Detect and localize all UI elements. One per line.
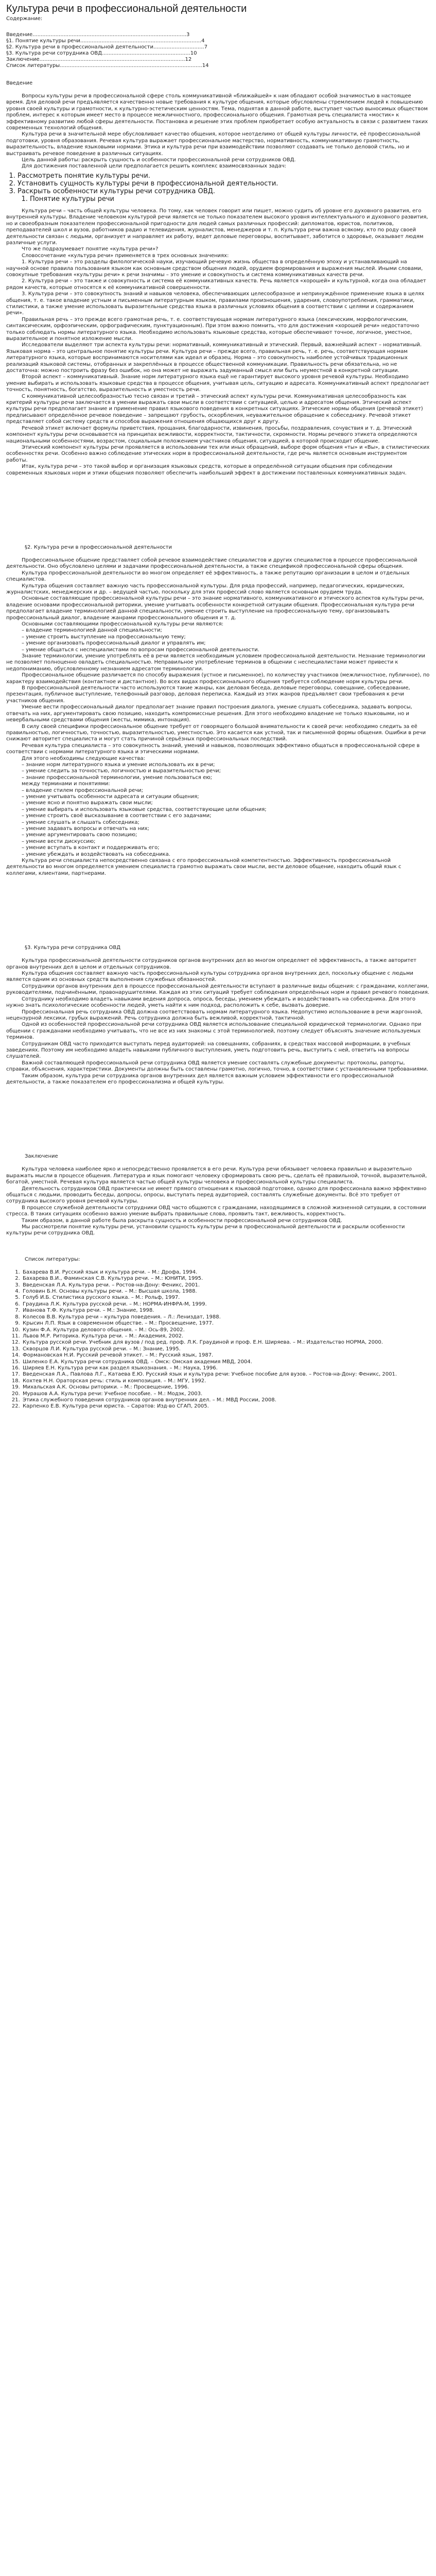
toc-item-page: 14 xyxy=(202,63,209,69)
paragraph: – умение организовать профессиональный диалог и управлять им; xyxy=(22,640,206,647)
toc-item-dots: ............................... xyxy=(153,44,204,50)
reference-item: 11. Львов М.Р. Риторика. Культура речи. – М.: Академия, 2002. xyxy=(22,1333,430,1340)
paragraph: – владение стилем профессиональной речи; xyxy=(22,787,143,793)
task-item: 3. Раскрыть особенности культуры речи сотрудника ОВД. xyxy=(18,188,430,195)
paragraph: Правильная речь – это прежде всего грамотная речь, т. е. соответствующая нормам литературного языка (лексическим, морфологическим, синтаксическим, орфоэпическим, орфографическим, пунктуационным). При этом важно помнить, что для достижения «хорошей речи» недостаточно только соблюдать нормы литературного языка. Необходимо использовать языковые средства, которые обеспечивают точное, логичное, уместное, выразительное и понятное изложение мысли. xyxy=(6,316,420,342)
paragraph: Знание терминологии, умение употреблять её в речи является необходимым условием профессиональной деятельности. Незнание терминологии не позволяет полноценно овладеть специальностью. Неправильное употребление терминов в общении с неспециалистами может привести к недопониманию, обусловленному незнанием адресатом терминологии. xyxy=(6,653,425,672)
paragraph: Культура профессиональной деятельности сотрудников органов внутренних дел во многом определяет её эффективность, а также авторитет органов внутренних дел в целом и отдельных сотрудников. xyxy=(6,958,416,970)
reference-item: 5. Голуб И.Б. Стилистика русского языка. – М.: Рольф, 1997. xyxy=(22,1295,430,1301)
toc-item-label: §1. Понятие культуры речи xyxy=(6,38,80,44)
toc-item[interactable] xyxy=(6,44,430,50)
paragraph: Профессиональное общение представляет собой речевое взаимодействие специалистов и других специалистов в процессе профессиональной деятельности. Оно обусловлено целями и задачами профессиональной деятельности, а также спецификой профессиональной сферы общения. xyxy=(6,557,417,570)
paragraph: Сотрудникам ОВД часто приходится выступать перед аудиторией: на совещаниях, собраниях, в средствах массовой информации, в учебных заведениях. Поэтому им необходимо владеть навыками публичного выступления, уметь подготовить речь, выступить с ней, ответить на вопросы слушателей. xyxy=(6,1041,411,1060)
reference-item: 17. Введенская Л.А., Павлова Л.Г., Катаева Е.Ю. Русский язык и культура речи: Учебное пособие для вузов. – Ростов-на-Дону: Феникс, 2001. xyxy=(22,1371,430,1378)
reference-item: 14. Формановская Н.И. Русский речевой этикет. – М.: Русский язык, 1987. xyxy=(22,1352,430,1359)
section2-heading: §2. Культура речи в профессиональной деятельности xyxy=(25,544,172,550)
reference-item: 10. Кузин Ф.А. Культура делового общения. – М.: Ось-89, 2002. xyxy=(22,1327,430,1333)
paragraph: В силу своей специфики профессиональное общение требует от говорящего большой внимательности к своей речи: необходимо следить за её правильностью, логичностью, точностью, выразительностью, уместностью. Это касается как устной, так и письменной формы общения. Ошибки в речи снижают авторитет специалиста и могут стать причиной серьёзных профессиональных последствий. xyxy=(6,723,426,742)
paragraph: Этический компонент культуры речи проявляется в использовании тех или иных обращений, выборе форм общения «ты» и «Вы», в стилистических особенностях речи. Особенно важно соблюдение этических норм в профессиональной деятельности, где речь является основным инструментом работы. xyxy=(6,444,430,463)
paragraph: 3. Культура речи – это совокупность знаний и навыков человека, обеспечивающих целесообразное и непринуждённое применение языка в целях общения, т. е. такое владение устным и письменным литературным языком, правилами произношения, ударения, словоупотребления, грамматики, стилистики, а также умение использовать выразительные средства языка в различных условиях общения в соответствии с целями и содержанием речи». xyxy=(6,291,425,316)
toc-caption: Содержание: xyxy=(6,16,43,22)
toc-item[interactable] xyxy=(6,63,430,69)
reference-item: 22. Карпенко Е.В. Культура речи юриста. – Саратов: Изд-во СГАП, 2005. xyxy=(22,1403,430,1410)
paragraph: – умение ясно и понятно выражать свои мысли; xyxy=(22,800,153,806)
toc-item-dots: .............................................................................................. xyxy=(32,32,186,38)
reference-item: 4. Головин Б.Н. Основы культуры речи. – М.: Высшая школа, 1988. xyxy=(22,1289,430,1295)
reference-item: 15. Шиленко Е.А. Культура речи сотрудника ОВД. – Омск: Омская академия МВД, 2004. xyxy=(22,1359,430,1365)
paragraph: Для достижения поставленной цели предполагается решить комплекс взаимосвязанных задач: xyxy=(22,163,287,170)
paragraph: С коммуникативной целесообразностью тесно связан и третий – этический аспект культуры речи. Коммуникативная целесообразность как критерий культуры речи заключается в умении выражать свои мысли в соответствии с ситуацией, целью и адресатом общения. Этический аспект культуры речи предполагает знание и применение правил языкового поведения в конкретных ситуациях. Этические нормы общения (речевой этикет) предписывают определённое речевое поведение – запрещают грубость, оскорбления, неуважительное обращение к собеседнику. Речевой этикет представляет собой систему средств и способов выражения отношения общающихся друг к другу. xyxy=(6,393,423,425)
paragraph: – знание норм литературного языка и умение использовать их в речи; xyxy=(22,761,215,768)
paragraph: 1. Культура речи – это разделы филологической науки, изучающий речевую жизнь общества в определённую эпоху и устанавливающий на научной основе правила пользования языком как основным средством общения людей, орудием формирования и выражения мыслей. Иными словами, совокупные требования «культуры речи» к речи значимы – это умение и совокупность и система коммуникативных качеств речи. xyxy=(6,259,423,278)
references-list xyxy=(6,1269,430,1410)
toc-item-page: 3 xyxy=(186,32,190,38)
paragraph: Культура профессиональной деятельности во многом определяет её эффективность, а также репутацию организации в целом и отдельных специалистов. xyxy=(6,570,410,583)
paragraph: Одной из особенностей профессиональной речи сотрудника ОВД является использование специальной юридической терминологии. Однако при общении с гражданами необходимо учитывать, что не все из них знакомы с этой терминологией, поэтому следует объяснять значение используемых терминов. xyxy=(6,1022,422,1041)
toc-item-dots: ......................................................................................... xyxy=(39,57,185,62)
paragraph: Второй аспект – коммуникативный. Знание норм литературного языка ещё не гарантирует высокого уровня речевой культуры. Необходимо умение выбирать и использовать языковые средства в процессе общения, учитывая цель, ситуацию и адресата. Коммуникативный аспект предполагает точность, понятность, богатство, выразительность и уместность речи. xyxy=(6,374,429,393)
paragraph: Вопросы культуры речи в профессиональной сфере столь коммуникативной «ближайшей» к нам обладают особой значимостью в настоящее время. Для деловой речи предъявляется качественно новые требования к культуре общения, которые обусловлены стремлением людей к повышению уровня своей культуры и грамотности, к культурно-эстетическим ценностям. Тема, поднятая в данной работе, выступает частью выносимых обществом проблем, интерес к которым имеет место в процессе межличностного, профессионального общения. Грамотная речь специалиста «мостик» к эффективному развитию любой сферы деятельности. Постановка и решение этих проблем приобретает особую актуальность в связи с развитием таких современных технологий общения. xyxy=(6,93,428,131)
paragraph: – умение убеждать и воздействовать на собеседника. xyxy=(22,851,170,857)
paragraph: Культура речи – часть общей культуры человека. По тому, как человек говорит или пишет, можно судить об уровне его духовного развития, его внутренней культуры. Владение человеком культурой речи является не только показателем высокого уровня интеллектуального и духовного развития, но и своеобразным показателем профессиональной пригодности для людей самых различных профессий: дипломатов, юристов, политиков, преподавателей школ и вузов, работников радио и телевидения, журналистов, менеджеров и т. п. Культура речи важна всякому, кто по роду своей деятельности связан с людьми, организует и направляет их работу, ведет деловые переговоры, воспитывает, заботится о здоровье, оказывает людям различные услуги. xyxy=(6,208,428,246)
paragraph: Что же подразумевает понятие «культура речи»? xyxy=(22,246,159,252)
toc-item-dots: ...................................................... xyxy=(102,50,190,56)
reference-item: 7. Иванова Т.Ф. Культура речи. – М.: Знание, 1998. xyxy=(22,1308,430,1314)
paragraph: 2. Культура речи – это также и совокупность и система её коммуникативных качеств. Речь является «хорошей» и культурной, когда она обладает рядом качеств, которые относятся к её коммуникативной совершенности. xyxy=(6,278,426,291)
toc-item-label: Введение xyxy=(6,32,33,38)
toc-item-label: Список литературы xyxy=(6,63,60,69)
paragraph: В процессе служебной деятельности сотрудники ОВД часто общаются с гражданами, находящимися в сложной жизненной ситуации, в состоянии стресса. В таких ситуациях особенно важно умение выбрать правильные слова, проявить такт, вежливость, корректность. xyxy=(6,1205,426,1217)
paragraph: Умение вести профессиональный диалог предполагает знание правил построения диалога, умение слушать собеседника, задавать вопросы, отвечать на них, аргументировать свою позицию, находить компромиссные решения. Для этого необходимо владение не только языковыми, но и невербальными средствами общения (жесты, мимика, интонация). xyxy=(6,704,412,723)
toc-item[interactable] xyxy=(6,57,430,63)
paragraph: – умение задавать вопросы и отвечать на них; xyxy=(22,826,149,832)
paragraph: – умение выбирать и использовать языковые средства, соответствующие цели общения; xyxy=(22,806,267,812)
paragraph: Для этого необходимы следующие качества: xyxy=(22,755,145,761)
task-item: 2. Установить сущность культуры речи в профессиональной деятельности. xyxy=(18,180,430,188)
paragraph: Деятельность сотрудников ОВД практически не имеет прямого отношения к языковой подготовке, однако для профессионала важно эффективно общаться с людьми, проводить беседы, допросы, опросы, выступать перед аудиторией, составлять служебные документы. Всё это требует от сотрудника высокого уровня речевой культуры. xyxy=(6,1185,427,1205)
paragraph: – знание профессиональной терминологии, умение пользоваться ею; xyxy=(22,774,213,781)
reference-item: 8. Колесов В.В. Культура речи – культура поведения. – Л.: Лениздат, 1988. xyxy=(22,1314,430,1320)
section3-body xyxy=(6,958,430,1086)
toc-item-label: §3. Культура речи сотрудника ОВД xyxy=(6,50,102,56)
toc-item[interactable] xyxy=(6,50,430,57)
intro-heading: Введение xyxy=(6,80,33,86)
paragraph: – умение вести дискуссию; xyxy=(22,838,96,844)
paragraph: – умение строить своё высказывание в соответствии с его задачами; xyxy=(22,813,212,819)
reference-item: 2. Бахарева В.И., Фаминская С.В. Культура речи. – М.: ЮНИТИ, 1995. xyxy=(22,1276,430,1282)
paragraph: – владение терминологией данной специальности; xyxy=(22,628,162,634)
section3-heading: §3. Культура речи сотрудника ОВД xyxy=(25,945,121,951)
section2-body xyxy=(6,557,430,877)
paragraph: Культура речи специалиста непосредственно связана с его профессиональной компетентностью. Эффективность профессиональной деятельности во многом определяется умением специалиста грамотно выражать свои мысли, вести деловое общение, находить общий язык с коллегами, клиентами, партнерами. xyxy=(6,858,402,876)
reference-item: 20. Мурашов А.А. Культура речи: Учебное пособие. – М.: Модэк, 2003. xyxy=(22,1391,430,1397)
paragraph: Итак, культура речи – это такой выбор и организация языковых средств, которые в определённой ситуации общения при соблюдении современных языковых норм и этики общения позволяют обеспечить наибольший эффект в достижении поставленных коммуникативных задач. xyxy=(6,464,407,476)
paragraph: Культура общения составляет важную часть профессиональной культуры. Для ряда профессий, например, педагогических, юридических, журналистских, менеджерских и др. – ведущей частью, поскольку для этих профессий слово является основным орудием труда. xyxy=(6,583,405,595)
conclusion-body xyxy=(6,1166,430,1236)
paragraph: – умение следить за точностью, логичностью и выразительностью речи; xyxy=(22,768,221,774)
toc-item[interactable] xyxy=(6,38,430,44)
task-sublist xyxy=(18,195,430,203)
toc-item-page: 10 xyxy=(190,50,197,56)
toc-item-page: 12 xyxy=(185,57,192,62)
paragraph: – умение учитывать особенности адресата и ситуации общения; xyxy=(22,793,199,800)
paragraph: Культура общения составляет важную часть профессиональной культуры сотрудника органов внутренних дел, поскольку общение с людьми является одним из основных средств выполнения служебных обязанностей. xyxy=(6,971,413,983)
paragraph: Словосочетание «культура речи» применяется в трех основных значениях: xyxy=(22,252,229,259)
paragraph: Цель данной работы: раскрыть сущность и особенности профессиональной речи сотрудников ОВД. xyxy=(22,157,296,163)
toc-item-dots: ....................................................................................... xyxy=(60,63,202,69)
paragraph: Исследователи выделяют три аспекта культуры речи: нормативный, коммуникативный и этический. Первый, важнейший аспект – нормативный. Языковая норма – это центральное понятие культуры речи. Культура речи – прежде всего, правильная речь, т. е. речь, соответствующая нормам литературного языка, которые воспринимаются носителями как идеал и образец. Норма – это совокупность наиболее устойчивых традиционных реализаций языковой системы, отобранных и закреплённых в процессе общественной коммуникации. Правильность речи обязательна, но не достаточна: можно построить фразу без ошибок, но она может не выражать задуманный смысл или быть неуместной в конкретной ситуации. xyxy=(6,342,422,374)
paragraph: – умение слушать и слышать собеседника; xyxy=(22,819,139,825)
references-heading: Список литературы: xyxy=(25,1256,80,1262)
task-subitem: 1. Понятие культуры речи xyxy=(30,195,430,203)
toc-item-label: §2. Культура речи в профессиональной деятельности xyxy=(6,44,154,50)
toc-item-page: 7 xyxy=(204,44,207,50)
paragraph: – умение строить выступление на профессиональную тему; xyxy=(22,634,186,640)
toc-item-label: Заключение xyxy=(6,57,40,62)
reference-item: 18. Кохтев Н.Н. Ораторская речь: стиль и композиция. – М.: МГУ, 1992. xyxy=(22,1378,430,1384)
paragraph: Основные составляющие профессиональной культуры речи – это знание нормативного, коммуникативного и этического аспектов культуры речи, владение основами профессиональной риторики, умение учитывать особенности конкретной ситуации общения. Профессиональная культура речи предполагает владение терминологией данной специальности, умение строить выступление на профессиональную тему, организовывать профессиональный диалог, владение жанрами профессионального общения и т. д. xyxy=(6,596,424,621)
reference-item: 6. Граудина Л.К. Культура русской речи. – М.: НОРМА-ИНФРА-М, 1999. xyxy=(22,1301,430,1308)
paragraph: Профессиональное общение различается по способу выражения (устное и письменное), по количеству участников (межличностное, публичное), по характеру взаимодействия (контактное и дистантное). Во всех видах профессионального общения требуется соблюдение норм культуры речи. xyxy=(6,672,430,685)
paragraph: Мы рассмотрели понятие культуры речи, установили сущность культуры речи в профессиональной деятельности и раскрыли особенности культуры речи сотрудника ОВД. xyxy=(6,1224,405,1236)
paragraph: Важной составляющей профессиональной речи сотрудника ОВД является умение составлять служебные документы: протоколы, рапорты, справки, объяснения, характеристики. Документы должны быть составлены грамотно, логично, точно, в соответствии с установленными требованиями. xyxy=(6,1060,428,1073)
reference-item: 13. Скворцов Л.И. Культура русской речи. – М.: Знание, 1995. xyxy=(22,1346,430,1352)
task-sub-wrapper xyxy=(18,195,430,203)
toc-item[interactable] xyxy=(6,32,430,38)
paragraph: – умение общаться с неспециалистами по вопросам профессиональной деятельности. xyxy=(22,647,259,653)
paragraph: Речевая культура специалиста – это совокупность знаний, умений и навыков, позволяющих эффективно общаться в профессиональной сфере в соответствии с нормами литературного языка и этическими нормами. xyxy=(6,742,420,755)
paragraph: – умение аргументировать свою позицию; xyxy=(22,832,137,838)
toc-item-page: 4 xyxy=(201,38,205,44)
reference-item: 3. Введенская Л.А. Культура речи. – Ростов-на-Дону: Феникс, 2001. xyxy=(22,1282,430,1289)
paragraph: между терминами и понятиями: xyxy=(22,781,110,787)
intro-body xyxy=(6,93,430,170)
reference-item: 9. Крысин Л.П. Язык в современном обществе. – М.: Просвещение, 1977. xyxy=(22,1320,430,1327)
toc-item-dots: .......................................................................... xyxy=(80,38,202,44)
reference-item: 19. Михальская А.К. Основы риторики. – М.: Просвещение, 1996. xyxy=(22,1384,430,1391)
paragraph: Таким образом, в данной работе была раскрыта сущность и особенности профессиональной речи сотрудников ОВД. xyxy=(22,1217,342,1224)
paragraph: Сотрудники органов внутренних дел в процессе профессиональной деятельности вступают в различные виды общения: с гражданами, коллегами, руководителями, подчинёнными, правонарушителями. Каждая из этих ситуаций требует соблюдения определённых норм и правил речевого поведения. xyxy=(6,983,430,996)
page-title: Культура речи в профессиональной деятельности xyxy=(6,3,247,14)
reference-item: 12. Культура русской речи. Учебник для вузов / под ред. проф. Л.К. Граудиной и проф. Е.Н. Ширяева. – М.: Издательство НОРМА, 2000. xyxy=(22,1340,430,1346)
task-item: 1. Рассмотреть понятие культуры речи. xyxy=(18,172,430,180)
paragraph: Речевой этикет включает формулы приветствия, прощания, благодарности, извинения, просьбы, поздравления, сочувствия и т. д. Этический компонент культуры речи основывается на принципах вежливости, корректности, тактичности, скромности. Нормы речевого этикета определяются национальными особенностями, возрастом, социальным положением участников общения, ситуацией, в которой происходит общение. xyxy=(6,425,417,444)
paragraph: – умение вступать в контакт и поддерживать его; xyxy=(22,845,160,851)
conclusion-heading: Заключение xyxy=(25,1154,58,1160)
reference-item: 21. Этика служебного поведения сотрудников органов внутренних дел. – М.: МВД России, 2008. xyxy=(22,1397,430,1403)
reference-item: 16. Ширяев Е.Н. Культура речи как раздел языкознания. – М.: Наука, 1996. xyxy=(22,1365,430,1371)
reference-item: 1. Бахарева В.И. Русский язык и культура речи. – М.: Дрофа, 1994. xyxy=(22,1269,430,1276)
paragraph: Основными составляющими профессиональной культуры речи являются: xyxy=(22,621,224,627)
paragraph: Профессиональная речь сотрудника ОВД должна соответствовать нормам литературного языка. Недопустимо использование в речи жаргонной, нецензурной лексики, грубых выражений. Речь сотрудника должна быть вежливой, корректной, тактичной. xyxy=(6,1009,423,1021)
paragraph: Сотруднику необходимо владеть навыками ведения допроса, опроса, беседы, умением убеждать и воздействовать на собеседника. Для этого нужно знать психологические особенности людей, уметь найти к ним подход, расположить к себе, вызвать доверие. xyxy=(6,996,416,1009)
table-of-contents xyxy=(6,32,430,69)
tasks-list xyxy=(6,172,430,203)
paragraph: Культура речи в значительной мере обусловливает качество общения, которое неотделимо от общей культуры личности, её профессиональной подготовки, уровня образования. Речевая культура выражает профессиональное мастерство, нормативность, коммуникативную грамотность, выразительность, владение языковыми нормами. Этика и культура речи при взаимодействии позволяют создавать не только деловой стиль, но и выстраивать речевое поведение в различных ситуациях. xyxy=(6,131,421,157)
section1-body xyxy=(6,208,430,477)
paragraph: В профессиональной деятельности часто используются такие жанры, как деловая беседа, деловые переговоры, совещание, собеседование, презентация, публичное выступление, телефонный разговор, деловая переписка. Каждый из этих жанров предъявляет свои требования к речи участников общения. xyxy=(6,685,410,704)
paragraph: Таким образом, культура речи сотрудника органов внутренних дел является важным условием эффективности его профессиональной деятельности, а также показателем его профессионализма и общей культуры. xyxy=(6,1073,394,1085)
paragraph: Культура человека наиболее ярко и непосредственно проявляется в его речи. Культура речи обязывает человека правильно и выразительно выражать мысли в процессе общения. Литература и язык помогают человеку сформировать свою речь, сделать её правильной, точной, выразительной, богатой, уместной. Речевая культура является частью общей культуры человека и профессиональной культуры специалиста. xyxy=(6,1166,427,1185)
